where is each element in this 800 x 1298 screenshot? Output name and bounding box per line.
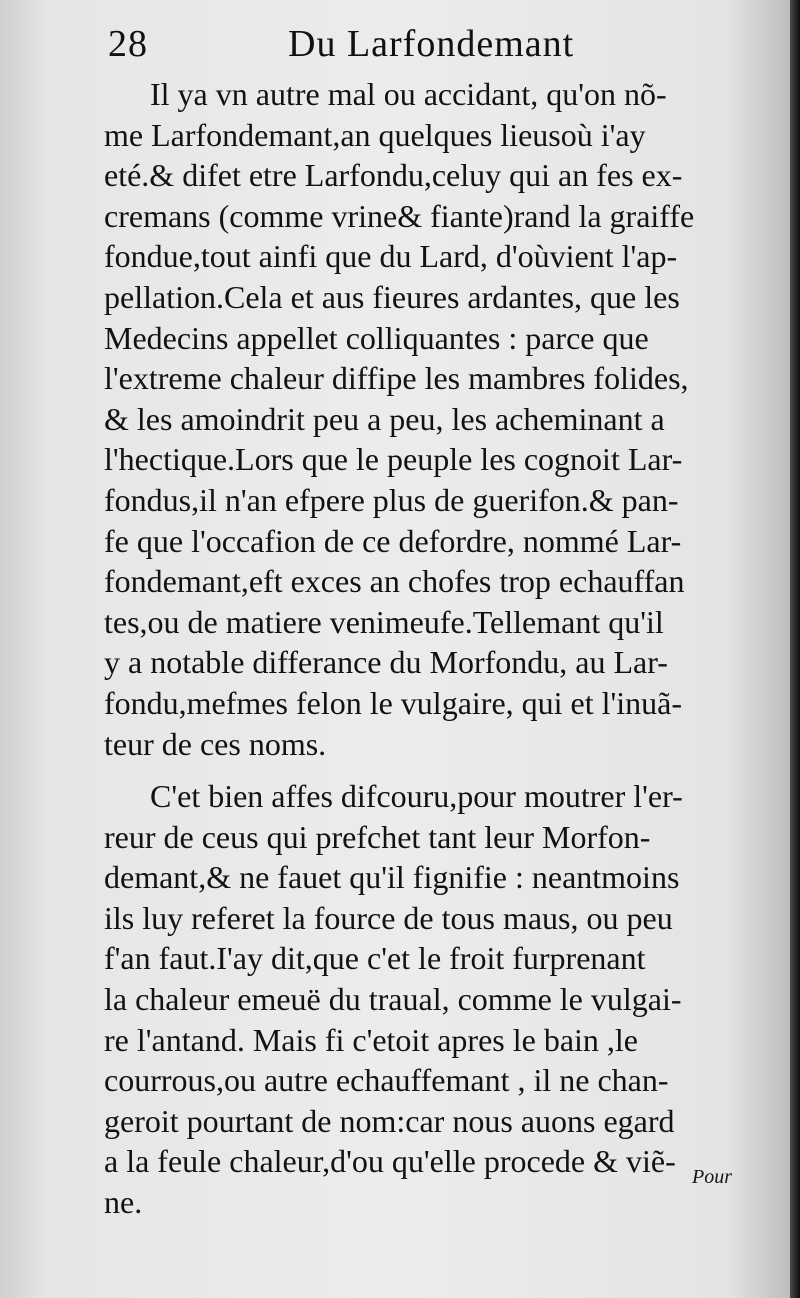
text-line: Medecins appellet colliquantes : parce que [104, 319, 649, 356]
text-line: la chaleur emeuë du traual, comme le vulgai- [104, 981, 682, 1018]
text-line: fe que l'occafion de ce defordre, nommé Lar- [104, 522, 682, 559]
text-line: re l'antand. Mais fi c'etoit apres le bain ,le [104, 1021, 638, 1058]
text-line: l'extreme chaleur diffipe les mambres folides, [104, 360, 689, 397]
text-line: y a notable differance du Morfondu, au Lar- [104, 644, 668, 681]
catchword: Pour [692, 1166, 732, 1188]
text-line: & les amoindrit peu a peu, les acheminant a [104, 400, 665, 437]
text-line: fondus,il n'an efpere plus de guerifon.& pan- [104, 481, 679, 518]
text-line: fondue,tout ainfi que du Lard, d'oùvient l'ap- [104, 238, 678, 275]
page-header [108, 22, 668, 82]
text-line: fondu,mefmes felon le vulgaire, qui et l'inuã- [104, 684, 683, 721]
text-line: eté.& difet etre Larfondu,celuy qui an fes ex- [104, 157, 683, 194]
text-line: demant,& ne fauet qu'il fignifie : neantmoins [104, 859, 680, 896]
text-line: teur de ces noms. [104, 725, 327, 762]
text-line: me Larfondemant,an quelques lieusoù i'ay [104, 116, 646, 153]
text-line: f'an faut.I'ay dit,que c'et le froit furprenant [104, 940, 646, 977]
paragraph [104, 776, 764, 1223]
paragraph-gap [104, 764, 764, 776]
text-line: geroit pourtant de nom:car nous auons egard [104, 1102, 675, 1139]
text-line: fondemant,eft exces an chofes trop echauffan [104, 563, 685, 600]
text-line: tes,ou de matiere venimeufe.Tellemant qu'il [104, 603, 664, 640]
text-line: a la feule chaleur,d'ou qu'elle procede & viẽ- [104, 1143, 676, 1180]
text-line: l'hectique.Lors que le peuple les cognoit Lar- [104, 441, 683, 478]
page-number: 28 [108, 23, 148, 65]
text-line: reur de ceus qui prefchet tant leur Morfon- [104, 818, 651, 855]
text-line: courrous,ou autre echauffemant , il ne chan- [104, 1062, 669, 1099]
text-line: cremans (comme vrine& fiante)rand la graiffe [104, 197, 695, 234]
text-line: C'et bien affes difcouru,pour moutrer l'er- [150, 778, 683, 815]
text-line: pellation.Cela et aus fieures ardantes, que les [104, 278, 680, 315]
running-head: Du Larfondemant [288, 23, 575, 65]
text-line: ne. [104, 1184, 143, 1221]
page-edge-shadow [790, 0, 800, 1298]
body-text [104, 74, 764, 1223]
text-line: ils luy referet la fource de tous maus, ou peu [104, 899, 673, 936]
text-line: Il ya vn autre mal ou accidant, qu'on nõ- [150, 76, 667, 112]
paragraph [104, 74, 764, 764]
